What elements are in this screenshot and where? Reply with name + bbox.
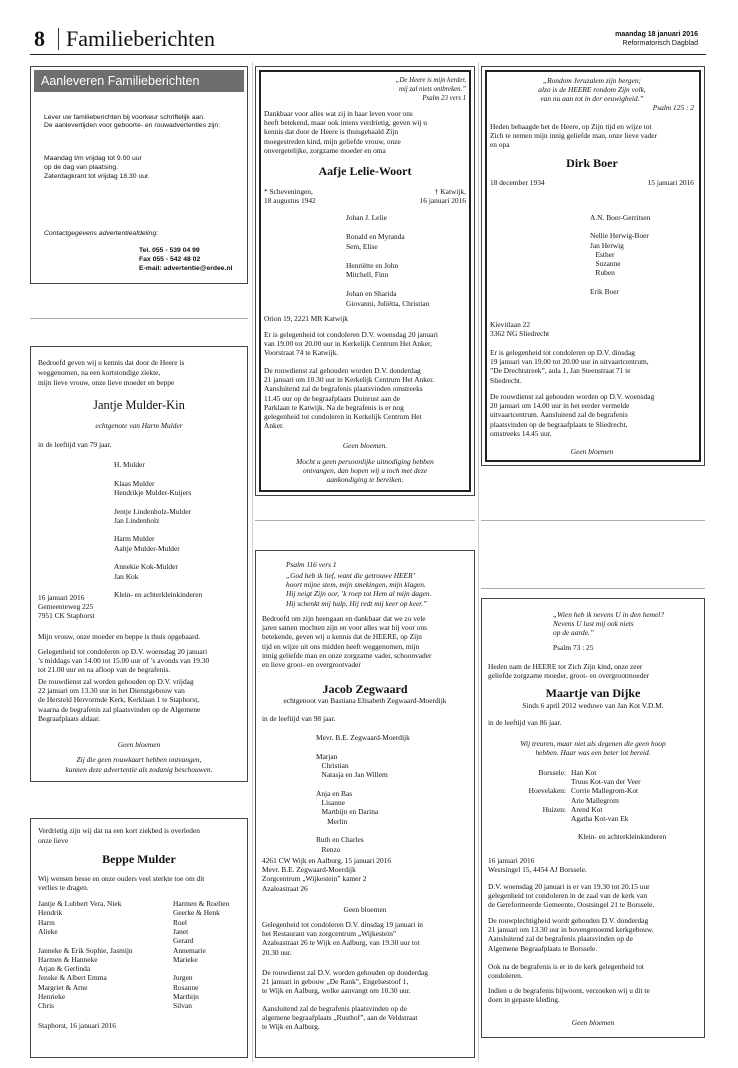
bm-intro-1: Verdrietig zijn wij dat na een kort ziekbed is overleden bbox=[38, 826, 200, 835]
vd-verse-ref: Psalm 73 : 25 bbox=[553, 643, 594, 652]
vd-age: in de leeftijd van 86 jaar. bbox=[488, 718, 562, 727]
lw-family-line: Mitchell, Finn bbox=[346, 270, 389, 279]
vd-p4-line: Indien u de begrafenis bijwoont, verzoeken wij u dit te bbox=[488, 986, 650, 995]
db-family-line: Suzanne bbox=[590, 259, 621, 268]
bm-right-line: Janet bbox=[173, 926, 189, 936]
jz-verse-ref: Psalm 116 vers 1 bbox=[286, 560, 337, 569]
vd-verse-line: op de aarde.” bbox=[553, 628, 594, 638]
jz-verse-line: Hij schenkt mij hulp, Hij redt mij keer op keer.” bbox=[286, 598, 428, 608]
lw-p1-line: Voorstraat 74 te Katwijk. bbox=[264, 348, 339, 358]
deceased-name: Beppe Mulder bbox=[102, 852, 176, 866]
db-family-line: Esther bbox=[590, 249, 615, 259]
jz-verse-line: „God heb ik lief, want die getrouwe HEER’ bbox=[286, 571, 416, 580]
bm-right-line: Marthijn bbox=[173, 992, 199, 1001]
vd-p2-line: Algemene Begraafplaats te Borssele. bbox=[488, 943, 598, 953]
bm-right-line: Jurgen bbox=[173, 973, 193, 983]
jz-intro-line: innig geliefde man en onze zorgzame vader, schoonvader bbox=[262, 650, 432, 660]
jz-family-line: Mevr. B.E. Zegwaard-Moerdijk bbox=[316, 733, 410, 742]
lw-note-line: aankondiging te bereiken. bbox=[326, 475, 404, 485]
bm-closing: Staphorst, 16 januari 2016 bbox=[38, 1021, 117, 1030]
mk-family-line: H. Mulder bbox=[114, 460, 145, 469]
info-contact-label: Contactgegevens advertentieafdeling: bbox=[44, 230, 159, 237]
issue-date: maandag 18 januari 2016 bbox=[615, 31, 698, 38]
vd-grand: Klein- en achterkleinkinderen bbox=[578, 832, 667, 841]
jz-family-line: Lisanne bbox=[316, 798, 345, 808]
vd-p1-line: gelegenheid tot condoleren in de zaal van de kerk van bbox=[488, 891, 648, 901]
mk-intro-2: weggenomen, na een kortstondige ziekte, bbox=[38, 368, 161, 377]
deceased-name: Dirk Boer bbox=[566, 156, 618, 170]
info-times-3: Zaterdagkrant tot vrijdag 18.30 uur. bbox=[44, 173, 150, 180]
jz-spouse: echtgenoot van Bastiana Elisabeth Zegwaard-Moerdijk bbox=[283, 696, 447, 705]
vd-verse-line: „Wien heb ik nevens U in den hemel? bbox=[553, 610, 665, 619]
lw-intro-line: onvergetelijke, zorgzame moeder en oma bbox=[264, 145, 386, 155]
page-number: 8 bbox=[34, 26, 45, 51]
jz-p1-line: Azaleastraat 26 te Wijk en Aalburg, van 19.30 uur tot bbox=[262, 938, 420, 948]
db-family-line: Erik Boer bbox=[590, 286, 619, 296]
bm-thanks-2: verlies te dragen. bbox=[38, 883, 89, 892]
lw-verse-ref: Psalm 23 vers 1 bbox=[422, 95, 466, 102]
vd-names-line: Arend Kot bbox=[571, 804, 603, 814]
vd-p1-line: D.V. woensdag 20 januari is er van 19.30 tot 20.15 uur bbox=[488, 882, 650, 891]
jz-p2-line: 21 januari in gebouw „De Rank”, Engelsestoof 1, bbox=[262, 977, 409, 987]
paper-name: Reformatorisch Dagblad bbox=[622, 40, 698, 47]
jz-intro-line: betekende, geven wij u kennis dat de HEERE, op Zijn bbox=[262, 632, 422, 642]
bm-left-line: Jenske & Albert Emma bbox=[38, 973, 107, 983]
info-intro-1: Lever uw familieberichten bij voorkeur schriftelijk aan. bbox=[44, 114, 205, 121]
lw-p2-line: 21 januari om 10.30 uur in Kerkelijk Centrum Het Anker. bbox=[264, 375, 435, 385]
lw-death: † Katwijk, bbox=[434, 187, 466, 196]
bm-left-line: Harmen & Hanneke bbox=[38, 954, 98, 964]
jz-p2-line: De rouwdienst zal D.V. worden gehouden op donderdag bbox=[262, 968, 428, 977]
lw-family-line: Ronald en Myranda bbox=[346, 232, 405, 241]
deceased-name: Jantje Mulder-Kin bbox=[93, 398, 185, 412]
bm-right-line: Gerard bbox=[173, 936, 194, 946]
db-p2-line: omstreeks 14.45 uur. bbox=[490, 428, 552, 438]
jz-family-line: Natasja en Jan Willem bbox=[316, 770, 388, 780]
vd-p2-line: De rouwplechtigheid wordt gehouden D.V. donderdag bbox=[488, 916, 649, 925]
db-p2-line: plaatsvinden op de begraafplaats te Sliedrecht, bbox=[490, 419, 628, 429]
jz-verse-line: hoort mijne stem, mijn smekingen, mijn klagen. bbox=[286, 580, 426, 590]
vd-names-line: Corrie Mallegrom-Kot bbox=[571, 786, 639, 796]
db-intro-line: en opa bbox=[490, 140, 510, 150]
db-address-line: Kievitlaan 22 bbox=[490, 320, 531, 329]
lw-flowers: Geen bloemen. bbox=[342, 441, 388, 450]
info-box-title: Aanleveren Familieberichten bbox=[34, 70, 244, 92]
jz-p1-line: Gelegenheid tot condoleren D.V. dinsdag 19 januari in bbox=[262, 920, 423, 929]
vd-sub: Sinds 6 april 2012 weduwe van Jan Kot V.D.M. bbox=[522, 701, 664, 710]
vd-places-line: Borssele: bbox=[538, 768, 566, 777]
db-p2-line: 20 januari om 14.00 uur in het eerder vermelde bbox=[490, 401, 630, 411]
mk-family-line: Jan Kok bbox=[114, 571, 139, 581]
jz-address-line: Mevr. B.E. Zegwaard-Moerdijk bbox=[262, 865, 356, 875]
bm-right-line: Silvan bbox=[173, 1001, 192, 1011]
vd-places-line: Huizen: bbox=[542, 804, 566, 814]
jz-family-line: Merlin bbox=[316, 816, 348, 826]
vd-address: Westsingel 15, 4454 AJ Borssele. bbox=[488, 865, 587, 874]
mk-p2-line: Gelegenheid tot condoleren op D.V. woensdag 20 januari bbox=[38, 647, 208, 656]
db-p1-line: Er is gelegenheid tot condoleren op D.V. dinsdag bbox=[490, 348, 635, 357]
info-fax: Fax 055 - 542 48 02 bbox=[139, 256, 201, 263]
lw-family-line: Johan J. Lelie bbox=[346, 213, 387, 222]
vd-flowers: Geen bloemen bbox=[571, 1018, 615, 1027]
bm-left-line: Jantje & Lubbert Vera, Niek bbox=[38, 899, 122, 908]
info-intro-2: De aanlevertijden voor geboorte- en rouwadvertenties zijn: bbox=[44, 122, 221, 129]
db-flowers: Geen bloemen bbox=[570, 447, 614, 456]
db-verse-line: „Rondom Jeruzalem zijn bergen; bbox=[542, 76, 642, 85]
lw-note-line: ontvangen, dan hopen wij u toch met deze bbox=[303, 466, 427, 476]
mk-family-line: Klaas Mulder bbox=[114, 478, 155, 488]
db-died: 15 januari 2016 bbox=[647, 178, 694, 187]
bm-left-line: Margriet & Arne bbox=[38, 982, 88, 992]
mk-family-line: Hendrikje Mulder-Kuijers bbox=[114, 487, 192, 497]
vd-p2-line: 21 januari om 13.30 uur in bovengenoemd kerkgebouw. bbox=[488, 925, 654, 935]
vd-quote-line: hebben. Haar was een beter lot bereid. bbox=[535, 748, 651, 758]
vd-places-line: Hoevelaken: bbox=[528, 786, 566, 796]
lw-p2-line: 11.45 uur op de begraafplaats Duinrust aan de bbox=[264, 393, 400, 403]
deceased-name: Maartje van Dijke bbox=[545, 686, 641, 700]
bm-right-line: Annemarie bbox=[173, 945, 206, 955]
bm-right-line: Rosanne bbox=[173, 982, 199, 992]
mk-p3-line: de Hersteld Hervormde Kerk, Kerklaan 1 te Staphorst, bbox=[38, 695, 200, 705]
db-verse-line: alzo is de HEERE rondom Zijn volk, bbox=[538, 85, 646, 95]
separator bbox=[255, 520, 475, 521]
vd-names-line: Han Kot bbox=[571, 768, 597, 777]
mk-family-line: Jentje Lindenholz-Mulder bbox=[114, 506, 191, 516]
vd-intro-line: geliefde zorgzame moeder, groot- en overgrootmoeder bbox=[488, 671, 650, 681]
mk-p2-line: ’s middags van 14.00 tot 15.00 uur of ’s avonds van 19.30 bbox=[38, 656, 210, 666]
lw-intro-line: moegestreden kind, mijn geliefde vrouw, onze bbox=[264, 136, 401, 146]
bm-right-line: Harmen & Roelien bbox=[173, 899, 230, 908]
mk-family-line: Aaltje Mulder-Mulder bbox=[114, 543, 180, 553]
jz-verse-line: Hij neigt Zijn oor, ’k roep tot Hem al mijn dagen. bbox=[286, 589, 432, 599]
bm-right-line: Roel bbox=[173, 917, 187, 927]
mk-p2-line: tot 21.00 uur en na afloop van de begrafenis. bbox=[38, 665, 171, 675]
jz-address-line: Zorgcentrum „Wijkestein” kamer 2 bbox=[262, 874, 367, 884]
jz-flowers: Geen bloemen bbox=[343, 905, 387, 914]
vd-p3-line: condoleren. bbox=[488, 971, 523, 981]
lw-death-date: 16 januari 2016 bbox=[419, 196, 466, 205]
jz-family-line: Marthijn en Darina bbox=[316, 807, 379, 817]
jz-p2-line: te Wijk en Aalburg, welke aanvangt om 10.30 uur. bbox=[262, 986, 411, 996]
mk-p3-line: waarna de begrafenis zal plaatsvinden op de Algemene bbox=[38, 704, 201, 714]
vd-p3-line: Ook na de begrafenis is er in de kerk gelegenheid tot bbox=[488, 962, 644, 971]
mk-family-line: Annekie Kok-Mulder bbox=[114, 562, 178, 572]
mk-family-line: Jan Lindenholz bbox=[114, 515, 160, 525]
lw-p2-line: gelegenheid tot condoleren in Kerkelijk Centrum Het bbox=[264, 412, 422, 421]
db-p1-line: 19 januari van 19.00 tot 20.00 uur in uitvaartcentrum, bbox=[490, 357, 649, 367]
jz-p3-line: te Wijk en Aalburg. bbox=[262, 1022, 320, 1032]
bm-right-line: Marieke bbox=[173, 954, 198, 964]
lw-address: Orion 19, 2221 MR Katwijk bbox=[264, 314, 348, 323]
lw-p1-line: Er is gelegenheid tot condoleren D.V. woensdag 20 januari bbox=[264, 330, 438, 339]
deceased-name: Jacob Zegwaard bbox=[322, 682, 408, 696]
vd-p2-line: Aansluitend zal de begrafenis plaatsvinden op de bbox=[488, 934, 633, 944]
jz-p3-line: Aansluitend zal de begrafenis plaatsvinden op de bbox=[262, 1004, 407, 1013]
jz-intro-line: en lieve groot- en overgrootvader bbox=[262, 660, 361, 669]
header-separator bbox=[58, 28, 59, 50]
lw-p2-line: Parklaan te Katwijk. Na de begrafenis is er nog bbox=[264, 402, 404, 412]
bm-thanks-1: Wij wensen besse en onze ouders veel sterkte toe om dit bbox=[38, 874, 205, 883]
jz-p1-line: het Restaurant van zorgcentrum „Wijkestein” bbox=[262, 929, 397, 939]
deceased-name: Aafje Lelie-Woort bbox=[318, 164, 412, 178]
mk-note-1: Zij die geen rouwkaart hebben ontvangen, bbox=[76, 755, 202, 764]
jz-family-line: Renzo bbox=[316, 844, 341, 854]
jz-intro-line: tijd en wijze uit ons midden heeft weggenomen, mijn bbox=[262, 641, 420, 651]
lw-verse-2: mij zal niets ontbreken.” bbox=[399, 86, 466, 93]
lw-family-line: Johan en Sharida bbox=[346, 289, 397, 298]
bm-left-line: Alieke bbox=[38, 926, 58, 936]
mk-age: in de leeftijd van 79 jaar. bbox=[38, 440, 112, 449]
header-rule bbox=[30, 54, 706, 55]
jz-family-line: Ruth en Charles bbox=[316, 835, 364, 845]
vd-names-line: Truus Kot-van der Veer bbox=[571, 777, 641, 787]
vd-date: 16 januari 2016 bbox=[488, 856, 535, 865]
mk-intro-3: mijn lieve vrouw, onze lieve moeder en beppe bbox=[38, 378, 175, 387]
mk-flowers: Geen bloemen bbox=[117, 740, 161, 749]
jz-age: in de leeftijd van 98 jaar. bbox=[262, 714, 336, 723]
vd-names-line: Agatha Kot-van Ek bbox=[571, 814, 629, 823]
bm-intro-2: onze lieve bbox=[38, 836, 69, 845]
vd-names-line: Arie Mallegrom bbox=[571, 795, 619, 805]
mk-p1: Mijn vrouw, onze moeder en beppe is thuis opgebaard. bbox=[38, 632, 201, 641]
jz-family-line: Christian bbox=[316, 760, 349, 770]
mk-note-2: kunnen deze advertentie als zodanig beschouwen. bbox=[65, 765, 213, 774]
db-family-line: Jan Herwig bbox=[590, 240, 624, 250]
lw-intro-line: kennis dat door de Heere is thuisgehaald Zijn bbox=[264, 127, 399, 137]
bm-left-line: Arjan & Gerlinda bbox=[38, 964, 91, 974]
vd-p4-line: doen in gepaste kleding. bbox=[488, 995, 560, 1005]
db-intro-line: Heden behaagde het de Heere, op Zijn tijd en wijze tot bbox=[490, 122, 652, 131]
db-born: 18 december 1934 bbox=[490, 178, 545, 187]
mk-family-line: Klein- en achterkleinkinderen bbox=[114, 590, 203, 600]
db-p1-line: ”De Drechtstreek”, aula 1, Jan Steenstraat 71 te bbox=[490, 366, 631, 376]
jz-family-line: Marjan bbox=[316, 751, 338, 761]
bm-left-line: Chris bbox=[38, 1001, 55, 1011]
bm-left-line: Henrieke bbox=[38, 992, 66, 1001]
lw-p2-line: Anker. bbox=[264, 421, 284, 431]
lw-note-line: Mocht u geen persoonlijke uitnodiging hebben bbox=[296, 457, 434, 466]
mk-intro-1: Bedroefd geven wij u kennis dat door de Heere is bbox=[38, 358, 185, 367]
mk-family-line: Harm Mulder bbox=[114, 534, 155, 544]
mk-street: Gemeenteweg 225 bbox=[38, 602, 94, 611]
jz-intro-line: jaren samen mochten zijn en voor alles wat hij voor ons bbox=[262, 623, 428, 633]
db-family-line: Ruben bbox=[590, 268, 615, 278]
lw-birth: * Scheveningen, bbox=[264, 187, 313, 196]
mk-date: 16 januari 2016 bbox=[38, 593, 85, 602]
db-address-line: 3362 NG Sliedrecht bbox=[490, 329, 550, 339]
info-tel: Tel. 055 - 539 04 99 bbox=[139, 247, 200, 254]
section-title: Familieberichten bbox=[66, 26, 216, 51]
jz-address-line: Azaleastraat 26 bbox=[262, 883, 308, 893]
header-date bbox=[615, 30, 698, 48]
vd-verse-line: Nevens U lust mij ook niets bbox=[553, 619, 634, 629]
db-p2-line: uitvaartcentrum. Aansluitend zal de begrafenis bbox=[490, 410, 628, 420]
db-verse-line: van nu aan tot in der eeuwigheid.” bbox=[540, 94, 644, 104]
bm-left-line: Janneke & Erik Sophie, Jasmijn bbox=[38, 945, 133, 955]
info-email[interactable]: E-mail: advertentie@erdee.nl bbox=[139, 265, 233, 272]
info-times-1: Maandag t/m vrijdag tot 9.00 uur bbox=[44, 155, 142, 162]
lw-family-line: Sem, Elise bbox=[346, 241, 378, 251]
jz-family-line: Anja en Bas bbox=[316, 788, 353, 798]
lw-intro-line: Dankbaar voor alles wat zij in haar leven voor ons bbox=[264, 109, 413, 118]
lw-family-line: Giovanni, Juliëtta, Christian bbox=[346, 298, 430, 308]
jz-p3-line: algemene begraafplaats „Rusthof”, aan de Veldstraat bbox=[262, 1013, 418, 1023]
lw-p1-line: van 19.00 tot 20.00 uur in Kerkelijk Centrum Het Anker, bbox=[264, 339, 433, 349]
db-intro-line: Zich te nemen mijn innig geliefde man, onze lieve vader bbox=[490, 131, 658, 141]
bm-right-line: Geerke & Henk bbox=[173, 908, 220, 918]
bm-left-line: Harm bbox=[38, 917, 55, 927]
lw-family-line: Henriëtte en John bbox=[346, 260, 399, 270]
column-separator bbox=[478, 62, 479, 1062]
vd-p1-line: de Gereformeerde Gemeente, Oostsingel 21 te Borssele. bbox=[488, 900, 655, 910]
db-p1-line: Sliedrecht. bbox=[490, 375, 522, 385]
jz-p1-line: 20.30 uur. bbox=[262, 947, 292, 957]
mk-p3-line: 22 januari om 13.30 uur in het Dienstgebouw van bbox=[38, 686, 185, 696]
separator bbox=[481, 520, 705, 521]
vd-quote-line: Wij treuren, maar niet als degenen die geen hoop bbox=[520, 739, 666, 748]
lw-verse-1: „De Heere is mijn herder, bbox=[395, 77, 466, 84]
lw-intro-line: heeft betekend, maar ook intens verdrietig, geven wij u bbox=[264, 118, 427, 128]
lw-p2-line: De rouwdienst zal gehouden worden D.V. donderdag bbox=[264, 366, 421, 375]
jz-address-line: 4261 CW Wijk en Aalburg, 15 januari 2016 bbox=[262, 856, 392, 865]
db-verse-ref: Psalm 125 : 2 bbox=[652, 103, 694, 112]
mk-city: 7951 CK Staphorst bbox=[38, 611, 95, 620]
db-p2-line: De rouwdienst zal gehouden worden op D.V. woensdag bbox=[490, 392, 655, 401]
column-separator bbox=[252, 62, 253, 1062]
db-family-line: A.N. Boer-Gerritsen bbox=[590, 213, 651, 222]
vd-intro-line: Heden nam de HEERE tot Zich Zijn kind, onze zeer bbox=[488, 662, 643, 671]
bm-left-line: Hendrik bbox=[38, 908, 63, 918]
separator bbox=[30, 318, 248, 319]
info-times-2: op de dag van plaatsing. bbox=[44, 164, 119, 171]
mk-spouse: echtgenote van Harm Mulder bbox=[95, 421, 183, 430]
mk-p3-line: Begraafplaats aldaar. bbox=[38, 713, 100, 723]
lw-birth-date: 18 augustus 1942 bbox=[264, 196, 316, 205]
jz-intro-line: Bedroefd om zijn heengaan en dankbaar dat we zo vele bbox=[262, 614, 426, 623]
separator bbox=[481, 588, 705, 589]
mk-p3-line: De rouwdienst zal worden gehouden op D.V. vrijdag bbox=[38, 677, 194, 686]
lw-p2-line: Aansluitend zal de begrafenis plaatsvinden omstreeks bbox=[264, 384, 423, 394]
db-family-line: Nellie Herwig-Boer bbox=[590, 231, 649, 241]
